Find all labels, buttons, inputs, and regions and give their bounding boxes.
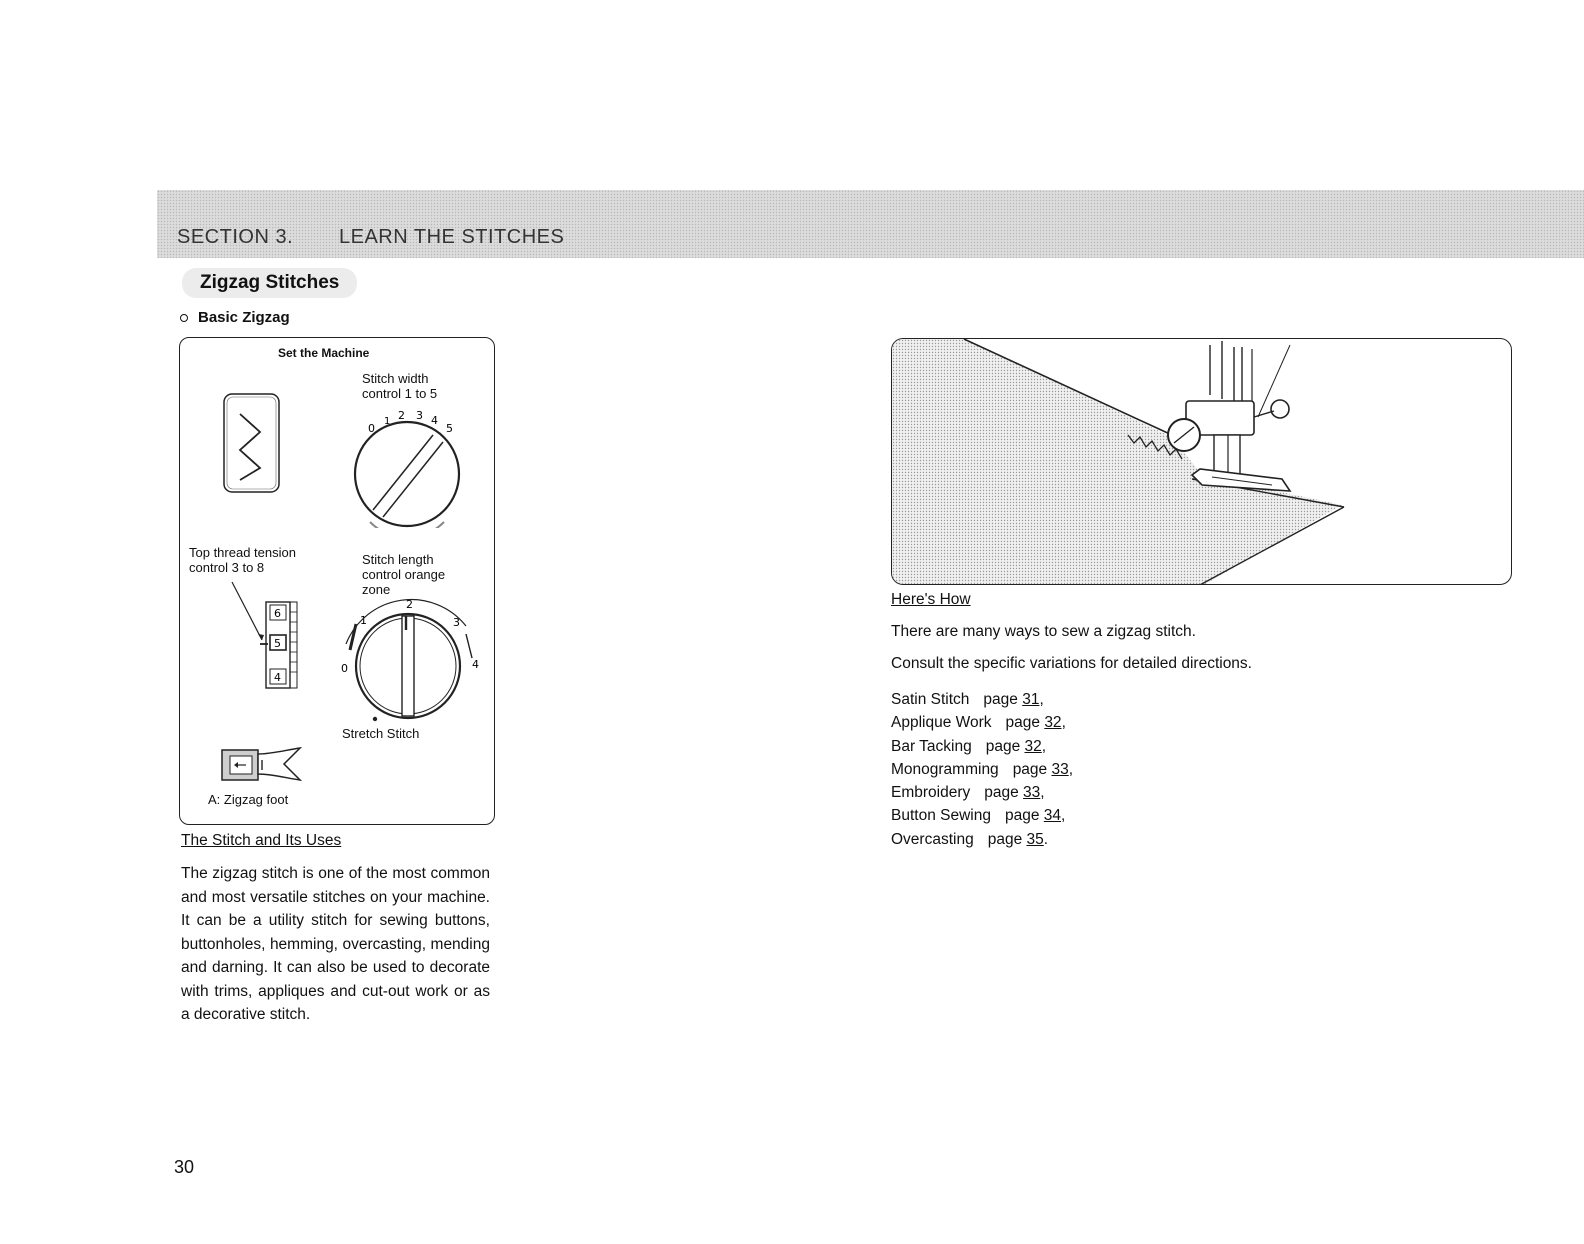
list-item	[891, 781, 1073, 804]
stitch-length-label-line2: control orange	[362, 567, 446, 582]
stitch-width-dial	[348, 404, 468, 528]
stretch-stitch-label: Stretch Stitch	[342, 726, 420, 741]
stitch-length-label-line1: Stitch length	[362, 552, 434, 567]
punctuation: ,	[1040, 784, 1045, 802]
tension-dial	[228, 578, 308, 690]
set-machine-panel	[179, 337, 495, 825]
punctuation: ,	[1039, 691, 1044, 708]
punctuation: ,	[1041, 737, 1047, 755]
zigzag-pattern-icon	[222, 392, 282, 494]
sewing-illustration	[891, 338, 1512, 585]
section-label: SECTION 3.	[177, 226, 294, 248]
zigzag-foot-icon	[220, 746, 304, 786]
stitch-width-label-line2: control 1 to 5	[362, 386, 438, 401]
presser-foot-sewing-image	[892, 339, 1512, 585]
stitch-length-dial	[336, 594, 486, 728]
list-item	[891, 688, 1073, 711]
list-item	[891, 828, 1073, 851]
variation-name: Button Sewing	[891, 807, 991, 825]
length-mark-1: 1	[360, 614, 367, 627]
punctuation: ,	[1061, 714, 1066, 732]
variation-name: Embroidery	[891, 784, 971, 802]
page-link[interactable]: 35	[1026, 830, 1044, 848]
page-word: page	[983, 691, 1018, 708]
page-word: page	[987, 830, 1023, 848]
tension-mark-4: 4	[274, 671, 281, 684]
subheading	[180, 309, 290, 326]
list-item	[891, 711, 1073, 734]
page-word: page	[1004, 807, 1040, 825]
uses-body: The zigzag stitch is one of the most common and most versatile stitches on your machine. It can be a utility stitch for sewing buttons, buttonholes, hemming, overcasting, mending and darning. It can also be used to decorate with trims, appliques and cut-out work or as a decorative stitch.	[181, 865, 490, 1023]
page-title: Zigzag Stitches	[182, 268, 357, 298]
variation-name: Monogramming	[891, 760, 999, 778]
variation-name: Overcasting	[891, 830, 974, 848]
how-line-2: Consult the specific variations for detailed directions.	[891, 655, 1252, 672]
uses-heading: The Stitch and Its Uses	[181, 832, 342, 849]
list-item	[891, 758, 1073, 781]
punctuation: .	[1043, 830, 1049, 848]
heres-how-heading: Here's How	[891, 591, 971, 608]
width-mark-5: 5	[446, 422, 453, 435]
page-word: page	[984, 784, 1019, 802]
width-mark-4: 4	[431, 414, 438, 427]
punctuation: ,	[1068, 760, 1074, 778]
length-mark-4: 4	[472, 658, 479, 671]
width-mark-1: 1	[384, 416, 391, 427]
list-item	[891, 735, 1073, 758]
variation-name: Satin Stitch	[891, 691, 970, 708]
tension-label-line1: Top thread tension	[189, 545, 296, 560]
stitch-length-label-line3: zone	[362, 582, 391, 597]
page-word: page	[1012, 760, 1048, 778]
page-link[interactable]: 33	[1023, 784, 1041, 802]
page-number: 30	[174, 1157, 195, 1177]
stitch-width-label-line1: Stitch width	[362, 371, 429, 386]
variation-name: Applique Work	[891, 714, 992, 732]
page-link[interactable]: 33	[1051, 760, 1069, 778]
section-title: LEARN THE STITCHES	[339, 226, 565, 248]
width-mark-2: 2	[398, 409, 405, 422]
length-mark-0: 0	[341, 662, 348, 675]
variations-list	[891, 688, 1073, 851]
punctuation: ,	[1061, 807, 1066, 825]
width-mark-3: 3	[416, 409, 423, 422]
page-link[interactable]: 32	[1024, 737, 1042, 755]
page-link[interactable]: 34	[1043, 807, 1062, 825]
list-item	[891, 804, 1073, 827]
length-mark-3: 3	[453, 616, 460, 629]
width-mark-0: 0	[368, 422, 375, 435]
section-header-band	[157, 190, 1584, 258]
tension-label-line2: control 3 to 8	[189, 560, 265, 575]
bullet-icon	[180, 314, 188, 322]
tension-mark-6: 6	[274, 607, 281, 620]
subheading-text: Basic Zigzag	[198, 309, 290, 326]
page-link[interactable]: 32	[1044, 714, 1062, 732]
variation-name: Bar Tacking	[891, 737, 972, 755]
foot-label: A: Zigzag foot	[208, 792, 289, 807]
tension-mark-5: 5	[274, 637, 281, 650]
page-word: page	[985, 737, 1021, 755]
page-word: page	[1005, 714, 1040, 732]
how-line-1: There are many ways to sew a zigzag stitch.	[891, 623, 1196, 640]
length-mark-2: 2	[406, 598, 413, 611]
page-link[interactable]: 31	[1022, 691, 1040, 708]
panel-title: Set the Machine	[278, 346, 370, 360]
